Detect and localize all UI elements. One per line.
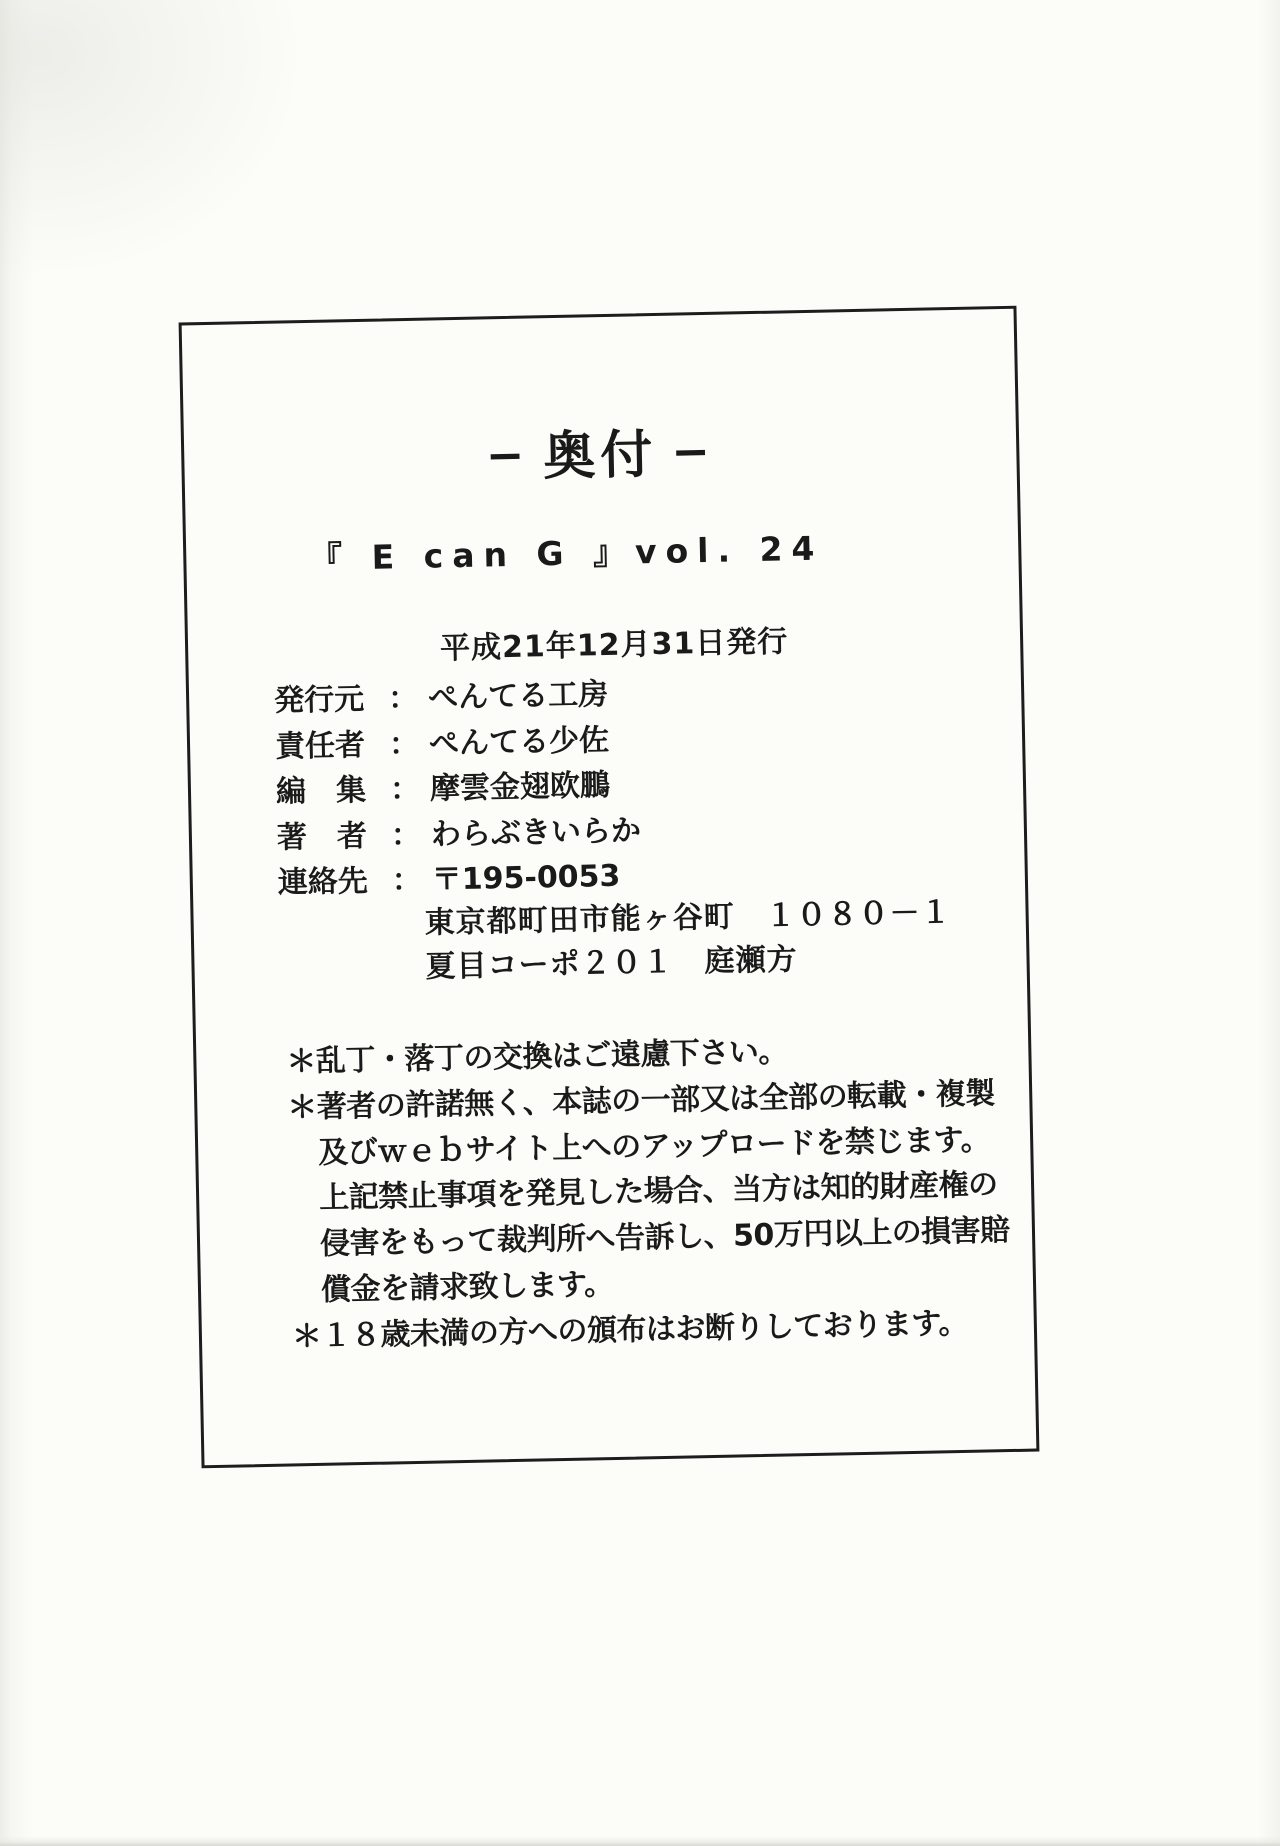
scan-bottom-edge-shading bbox=[0, 1836, 1280, 1846]
info-label: 責任者 bbox=[274, 727, 366, 765]
page-title bbox=[184, 405, 1017, 497]
info-row-editor bbox=[276, 759, 641, 812]
note-line-4: 上記禁止事項を発見した場合、当方は知的財産権の bbox=[318, 1167, 998, 1217]
info-colon: ： bbox=[389, 771, 421, 808]
title-text: 奥付 bbox=[542, 424, 658, 488]
book-title: 『 E can G 』vol. 24 bbox=[308, 528, 824, 578]
note-line-7: ＊１８歳未満の方への頒布はお断りしております。 bbox=[291, 1305, 969, 1355]
info-label: 連絡先 bbox=[277, 863, 369, 901]
address-line-2: 夏目コーポ２０１ 庭瀬方 bbox=[425, 941, 798, 985]
info-value: 摩雲金翅欧鵬 bbox=[429, 767, 611, 807]
address-line-1: 東京都町田市能ヶ谷町 １０８０－１ bbox=[424, 895, 952, 941]
info-row-contact bbox=[277, 850, 642, 903]
note-line-5: 侵害をもって裁判所へ告訴し、50万円以上の損害賠 bbox=[319, 1213, 1011, 1263]
note-line-1: ＊乱丁・落丁の交換はご遠慮下さい。 bbox=[286, 1034, 789, 1080]
info-colon: ： bbox=[391, 862, 423, 899]
contact-address bbox=[424, 891, 953, 989]
info-value: ぺんてる工房 bbox=[427, 676, 609, 716]
info-value: 〒195-0053 bbox=[431, 858, 621, 898]
info-label: 編 集 bbox=[275, 772, 367, 810]
info-row-publisher bbox=[274, 668, 639, 721]
legal-notes bbox=[286, 1025, 1012, 1360]
scan-corner-shading bbox=[0, 0, 330, 300]
info-value: ぺんてる少佐 bbox=[428, 722, 610, 762]
scan-right-edge-shading bbox=[1258, 0, 1280, 1846]
info-colon: ： bbox=[387, 680, 419, 717]
info-value: わらぶきいらか bbox=[430, 812, 642, 853]
info-label: 発行元 bbox=[273, 681, 365, 719]
title-right-dash: − bbox=[670, 423, 716, 479]
info-row-author bbox=[276, 805, 641, 858]
info-row-responsible bbox=[275, 714, 640, 767]
title-left-dash: − bbox=[485, 427, 530, 483]
publication-info-table bbox=[274, 668, 642, 903]
note-line-2: ＊著者の許諾無く、本誌の一部又は全部の転載・複製 bbox=[287, 1076, 995, 1126]
note-line-6: 償金を請求致します。 bbox=[320, 1266, 614, 1308]
info-label: 著 者 bbox=[276, 818, 368, 856]
colophon-border-box bbox=[179, 306, 1040, 1469]
info-colon: ： bbox=[388, 726, 420, 762]
info-colon: ： bbox=[390, 817, 422, 853]
note-line-3: 及びｗｅｂサイト上へのアップロードを禁じます。 bbox=[317, 1122, 991, 1171]
publication-date: 平成21年12月31日発行 bbox=[439, 624, 789, 667]
